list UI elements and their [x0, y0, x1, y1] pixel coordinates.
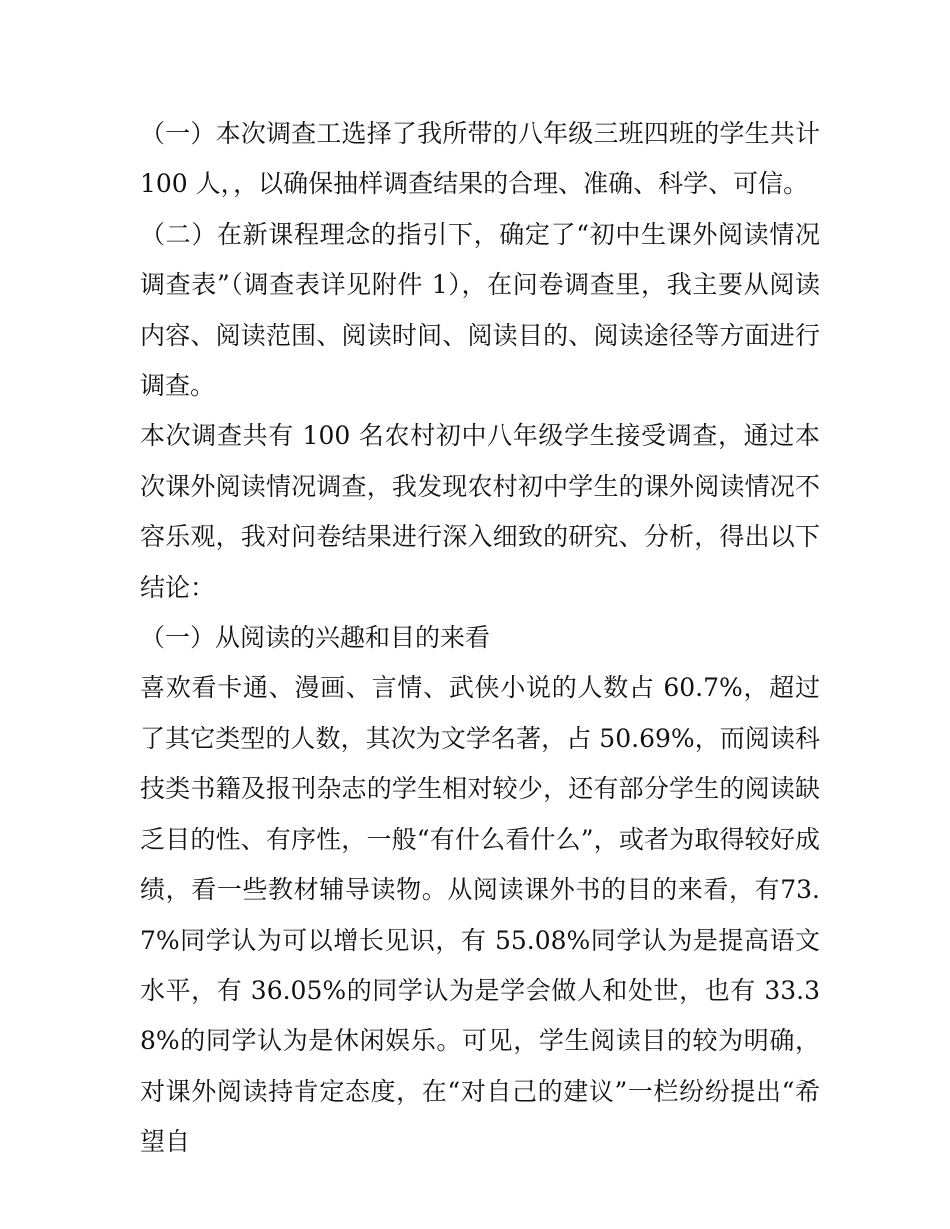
paragraph-survey-summary: 本次调查共有 100 名农村初中八年级学生接受调查，通过本次课外阅读情况调查，我发现农村初中学生的课外阅读情况不容乐观，我对问卷结果进行深入细致的研究、分析，得出以下结论：	[140, 421, 820, 602]
paragraph-sample-scope: （一）本次调查工选择了我所带的八年级三班四班的学生共计100 人，，以确保抽样调查结果的合理、准确、科学、可信。	[140, 119, 820, 199]
document-page	[140, 109, 820, 1168]
section-heading-interest-purpose: （一）从阅读的兴趣和目的来看	[140, 623, 491, 653]
paragraph-survey-design: （二）在新课程理念的指引下，确定了“初中生课外阅读情况调查表”（调查表详见附件 1），在问卷调查里，我主要从阅读内容、阅读范围、阅读时间、阅读目的、阅读途径等方面进行调查。	[140, 219, 820, 401]
paragraph-interest-findings: 喜欢看卡通、漫画、言情、武侠小说的人数占 60.7%，超过了其它类型的人数，其次为文学名著，占 50.69%，而阅读科技类书籍及报刊杂志的学生相对较少，还有部分学生的阅读缺乏目的性、有序性，一般“有什么看什么”，或者为取得较好成绩，看一些教材辅导读物。从阅读课外书的目的来看，有73.7%同学认为可以增长见识，有 55.08%同学认为是提高语文水平，有 36.05%的同学认为是学会做人和处世，也有 33.38%的同学认为是休闲娱乐。可见，学生阅读目的较为明确，对课外阅读持肯定态度，在“对自己的建议”一栏纷纷提出“希望自	[140, 673, 820, 1157]
